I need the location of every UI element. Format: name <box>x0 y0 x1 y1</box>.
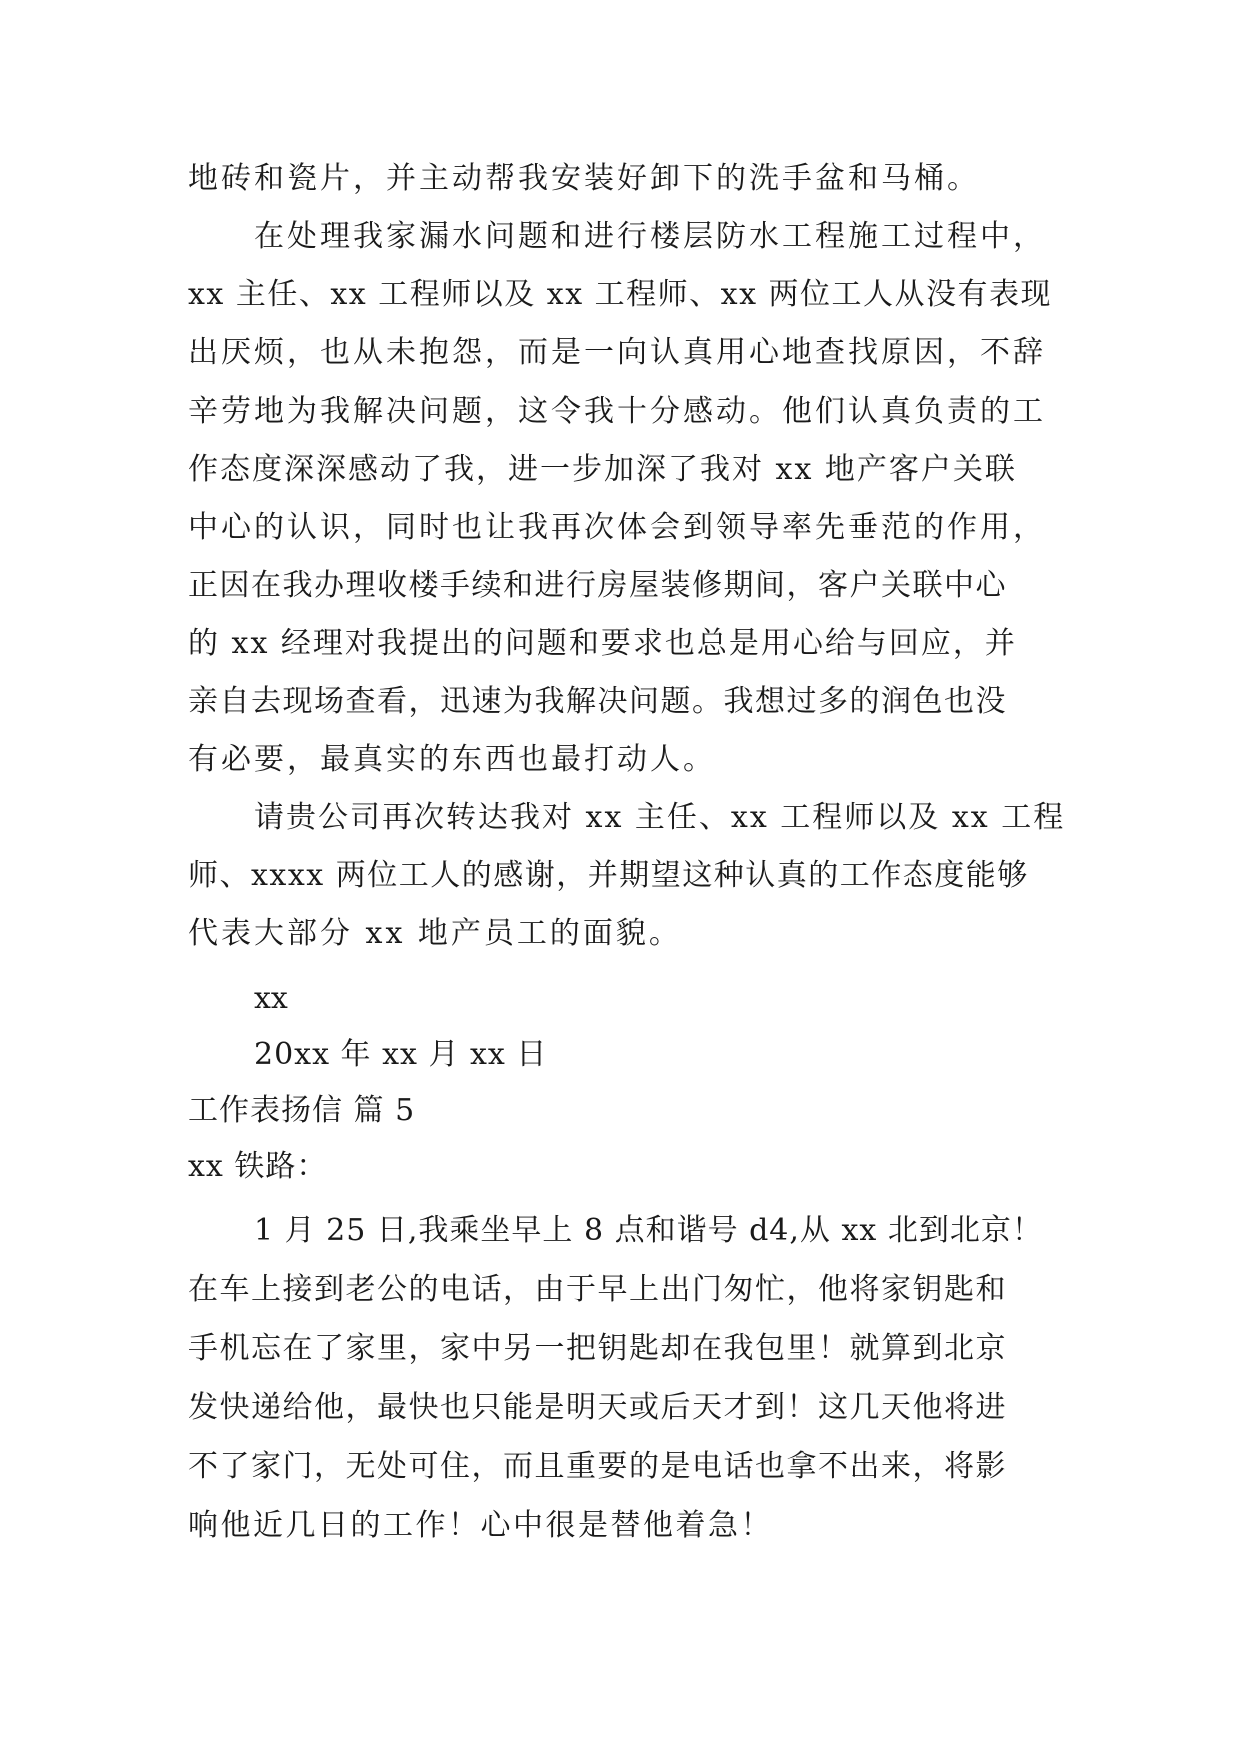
text-line: 在处理我家漏水问题和进行楼层防水工程施工过程中， <box>254 219 1046 254</box>
text-line: 中心的认识，同时也让我再次体会到领导率先垂范的作用， <box>188 510 1046 545</box>
text-line: 出厌烦，也从未抱怨，而是一向认真用心地查找原因，不辞 <box>188 335 1046 370</box>
text-line: xx 主任、xx 工程师以及 xx 工程师、xx 两位工人从没有表现 <box>188 277 1053 312</box>
text-line: 正因在我办理收楼手续和进行房屋装修期间，客户关联中心 <box>188 568 1007 603</box>
text-line: 代表大部分 xx 地产员工的面貌。 <box>188 916 682 951</box>
text-line: 请贵公司再次转达我对 xx 主任、xx 工程师以及 xx 工程 <box>254 800 1066 835</box>
text-line: 不了家门，无处可住，而且重要的是电话也拿不出来，将影 <box>188 1449 1007 1484</box>
text-line: 手机忘在了家里，家中另一把钥匙却在我包里！就算到北京 <box>188 1331 1007 1366</box>
text-line: 发快递给他，最快也只能是明天或后天才到！这几天他将进 <box>188 1390 1007 1425</box>
text-line: 地砖和瓷片，并主动帮我安装好卸下的洗手盆和马桶。 <box>188 161 980 196</box>
section-heading: 工作表扬信 篇 5 <box>188 1093 416 1128</box>
text-line: 响他近几日的工作！心中很是替他着急！ <box>188 1508 773 1543</box>
signature-date: 20xx 年 xx 月 xx 日 <box>254 1037 548 1072</box>
text-line: 有必要，最真实的东西也最打动人。 <box>188 742 716 777</box>
text-line: 亲自去现场查看，迅速为我解决问题。我想过多的润色也没 <box>188 684 1007 719</box>
signature-name: xx <box>254 981 288 1016</box>
text-line: 作态度深深感动了我，进一步加深了我对 xx 地产客户关联 <box>188 452 1017 487</box>
text-line: 在车上接到老公的电话，由于早上出门匆忙，他将家钥匙和 <box>188 1272 1007 1307</box>
salutation: xx 铁路： <box>188 1149 328 1184</box>
text-line: 师、xxxx 两位工人的感谢，并期望这种认真的工作态度能够 <box>188 858 1029 893</box>
text-line: 1 月 25 日,我乘坐早上 8 点和谐号 d4,从 xx 北到北京！ <box>254 1213 1043 1248</box>
text-line: 辛劳地为我解决问题，这令我十分感动。他们认真负责的工 <box>188 394 1046 429</box>
text-line: 的 xx 经理对我提出的问题和要求也总是用心给与回应，并 <box>188 626 1017 661</box>
